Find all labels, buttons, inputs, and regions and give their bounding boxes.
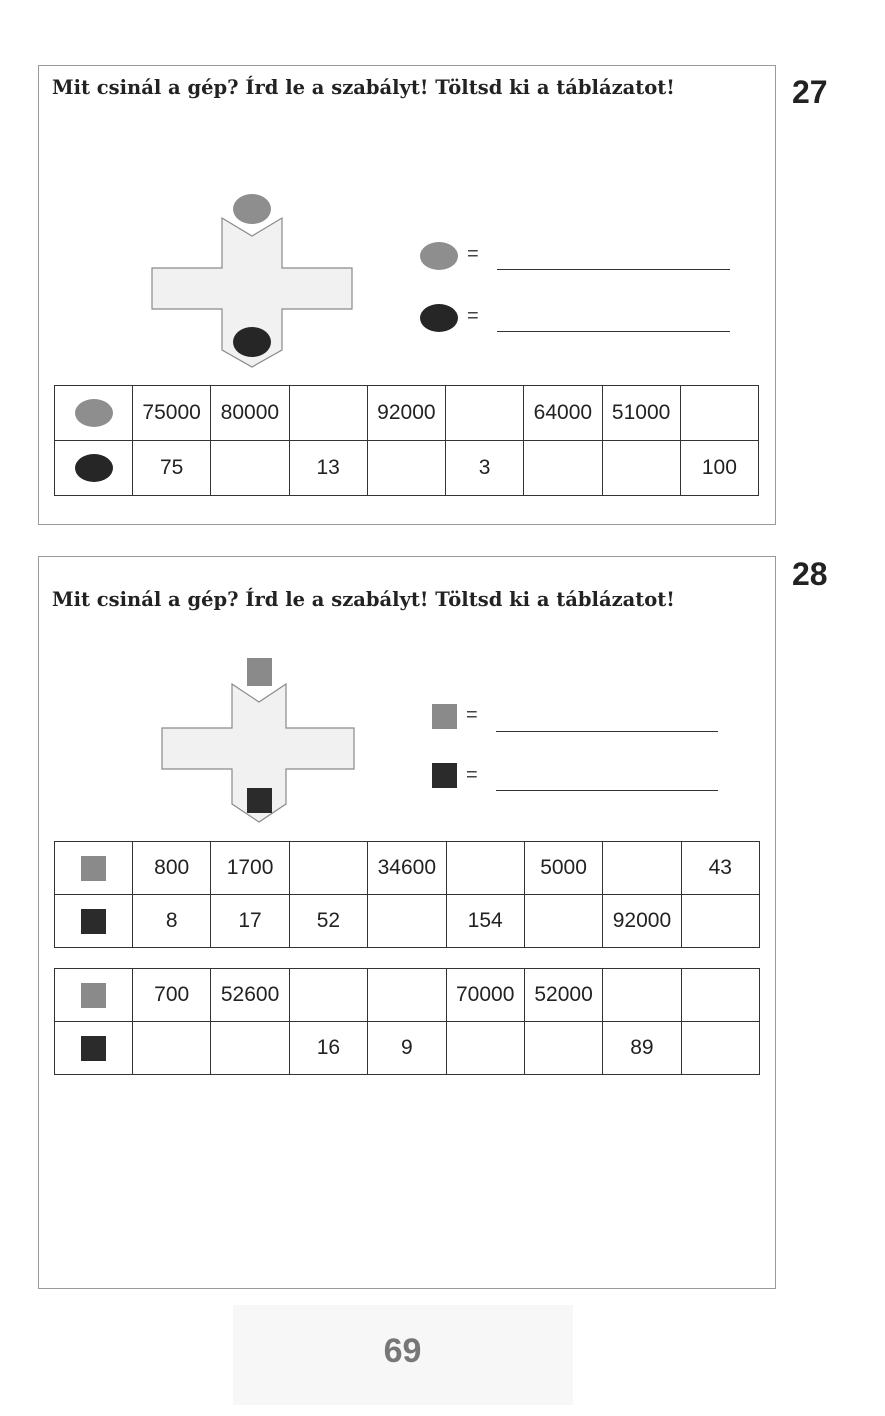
gray-square-icon xyxy=(81,856,106,881)
table-cell[interactable]: 5000 xyxy=(524,842,602,895)
dark-square-icon xyxy=(247,788,272,813)
table-cell[interactable]: 75000 xyxy=(133,386,211,441)
table-cell[interactable]: 9 xyxy=(368,1022,446,1075)
table-cell[interactable] xyxy=(446,1022,524,1075)
dark-circle-icon xyxy=(420,304,458,332)
gray-square-icon xyxy=(81,983,106,1008)
table-cell[interactable]: 100 xyxy=(680,441,758,496)
table-cell[interactable]: 52600 xyxy=(211,969,289,1022)
table-cell[interactable] xyxy=(524,1022,602,1075)
table-cell[interactable]: 92000 xyxy=(603,895,681,948)
table-cell[interactable]: 8 xyxy=(133,895,211,948)
page-number: 69 xyxy=(383,1332,422,1370)
table-cell[interactable] xyxy=(368,895,446,948)
equals-sign: = xyxy=(467,243,479,265)
row-header-dark xyxy=(55,441,133,496)
table-cell[interactable] xyxy=(681,895,759,948)
exercise-28-table-2 xyxy=(54,968,760,1075)
table-cell[interactable] xyxy=(133,1022,211,1075)
table-cell[interactable] xyxy=(211,441,289,496)
machine-cross-icon xyxy=(160,656,356,826)
gray-circle-icon xyxy=(233,194,271,224)
dark-circle-icon xyxy=(233,327,271,357)
table-cell[interactable]: 800 xyxy=(133,842,211,895)
exercise-prompt: Mit csinál a gép? Írd le a szabályt! Töltsd ki a táblázatot! xyxy=(52,588,675,611)
table-cell[interactable]: 52 xyxy=(289,895,367,948)
exercise-number: 28 xyxy=(792,556,828,592)
table-cell[interactable]: 80000 xyxy=(211,386,289,441)
table-cell[interactable] xyxy=(524,895,602,948)
table-cell[interactable] xyxy=(681,1022,759,1075)
table-cell[interactable] xyxy=(367,441,445,496)
table-cell[interactable] xyxy=(289,386,367,441)
table-cell[interactable]: 34600 xyxy=(368,842,446,895)
table-cell[interactable] xyxy=(289,842,367,895)
row-header-gray xyxy=(55,842,133,895)
table-cell[interactable] xyxy=(603,842,681,895)
table-cell[interactable]: 51000 xyxy=(602,386,680,441)
equals-sign: = xyxy=(466,704,478,726)
table-cell[interactable]: 75 xyxy=(133,441,211,496)
row-header-gray xyxy=(55,386,133,441)
table-cell[interactable] xyxy=(211,1022,289,1075)
table-cell[interactable] xyxy=(602,441,680,496)
table-cell[interactable]: 89 xyxy=(603,1022,681,1075)
table-cell[interactable]: 16 xyxy=(289,1022,367,1075)
table-cell[interactable] xyxy=(446,842,524,895)
machine-cross-icon xyxy=(150,192,354,370)
exercise-prompt: Mit csinál a gép? Írd le a szabályt! Töltsd ki a táblázatot! xyxy=(52,76,675,99)
exercise-number: 27 xyxy=(792,74,828,110)
exercise-27-table xyxy=(54,385,759,496)
equals-sign: = xyxy=(467,305,479,327)
row-header-dark xyxy=(55,895,133,948)
table-cell[interactable] xyxy=(368,969,446,1022)
gray-square-icon xyxy=(432,704,457,729)
table-cell[interactable]: 154 xyxy=(446,895,524,948)
table-cell[interactable] xyxy=(524,441,602,496)
equals-sign: = xyxy=(466,764,478,786)
table-cell[interactable]: 3 xyxy=(446,441,524,496)
table-cell[interactable] xyxy=(446,386,524,441)
table-cell[interactable] xyxy=(603,969,681,1022)
dark-square-icon xyxy=(81,909,106,934)
table-cell[interactable]: 70000 xyxy=(446,969,524,1022)
row-header-gray xyxy=(55,969,133,1022)
table-cell[interactable]: 43 xyxy=(681,842,759,895)
exercise-28-table-1 xyxy=(54,841,760,948)
table-cell[interactable] xyxy=(681,969,759,1022)
gray-square-icon xyxy=(247,658,272,686)
gray-circle-icon xyxy=(75,399,113,427)
table-cell[interactable]: 17 xyxy=(211,895,289,948)
table-cell[interactable] xyxy=(680,386,758,441)
table-cell[interactable]: 64000 xyxy=(524,386,602,441)
answer-line-gray[interactable] xyxy=(496,731,718,732)
table-cell[interactable]: 700 xyxy=(133,969,211,1022)
row-header-dark xyxy=(55,1022,133,1075)
table-cell[interactable] xyxy=(289,969,367,1022)
dark-square-icon xyxy=(432,763,457,788)
table-cell[interactable]: 52000 xyxy=(524,969,602,1022)
gray-circle-icon xyxy=(420,242,458,270)
dark-circle-icon xyxy=(75,454,113,482)
table-cell[interactable]: 13 xyxy=(289,441,367,496)
table-cell[interactable]: 1700 xyxy=(211,842,289,895)
table-cell[interactable]: 92000 xyxy=(367,386,445,441)
answer-line-dark[interactable] xyxy=(497,331,730,332)
dark-square-icon xyxy=(81,1036,106,1061)
answer-line-gray[interactable] xyxy=(497,269,730,270)
answer-line-dark[interactable] xyxy=(496,790,718,791)
